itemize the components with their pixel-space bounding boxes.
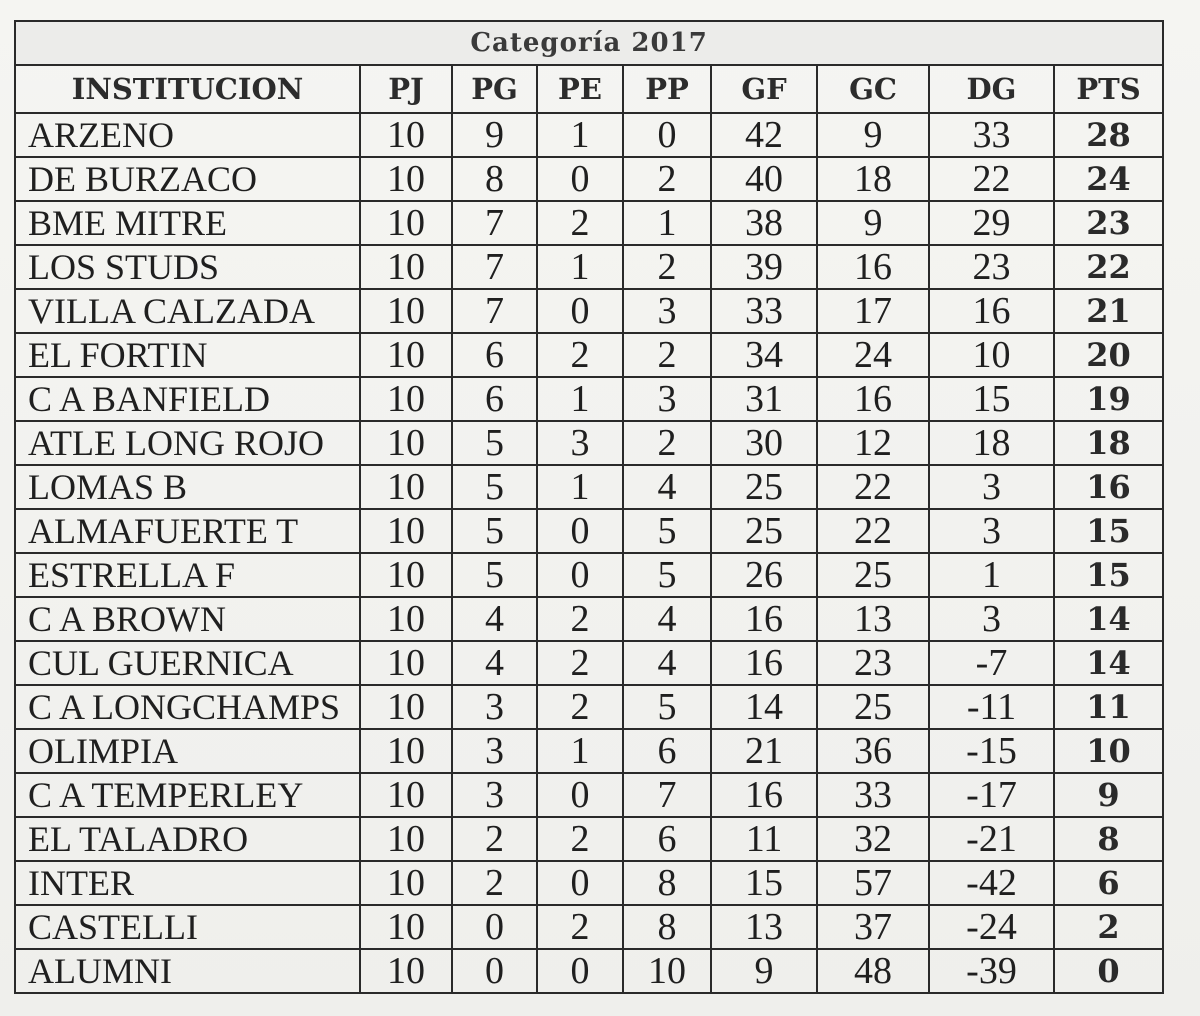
stat-dg: 18 (929, 421, 1054, 465)
stat-pts: 14 (1054, 597, 1163, 641)
stat-gc: 22 (817, 509, 929, 553)
table-row (15, 509, 1163, 553)
stat-pts: 23 (1054, 201, 1163, 245)
stat-pj: 10 (360, 333, 452, 377)
stat-gc: 48 (817, 949, 929, 993)
table-row (15, 377, 1163, 421)
stat-pe: 2 (537, 641, 623, 685)
stat-dg: -7 (929, 641, 1054, 685)
stat-pp: 5 (623, 685, 711, 729)
stat-pts: 10 (1054, 729, 1163, 773)
table-title: Categoría 2017 (15, 21, 1163, 65)
stat-pe: 0 (537, 289, 623, 333)
stat-dg: 15 (929, 377, 1054, 421)
stat-gc: 17 (817, 289, 929, 333)
stat-gf: 13 (711, 905, 817, 949)
stat-dg: 16 (929, 289, 1054, 333)
stat-pg: 3 (452, 729, 537, 773)
stat-pj: 10 (360, 553, 452, 597)
stat-pp: 8 (623, 861, 711, 905)
stat-gf: 16 (711, 597, 817, 641)
stat-pj: 10 (360, 289, 452, 333)
team-name: C A BROWN (15, 597, 360, 641)
stat-pp: 7 (623, 773, 711, 817)
stat-pg: 4 (452, 597, 537, 641)
team-name: EL FORTIN (15, 333, 360, 377)
team-name: LOS STUDS (15, 245, 360, 289)
stat-pj: 10 (360, 685, 452, 729)
column-header-pp: PP (623, 65, 711, 113)
stat-gc: 57 (817, 861, 929, 905)
column-header-pg: PG (452, 65, 537, 113)
stat-gf: 9 (711, 949, 817, 993)
stat-pe: 0 (537, 157, 623, 201)
stat-pp: 2 (623, 421, 711, 465)
stat-pe: 2 (537, 685, 623, 729)
stat-pe: 2 (537, 905, 623, 949)
stat-pe: 0 (537, 509, 623, 553)
stat-dg: -11 (929, 685, 1054, 729)
stat-gc: 18 (817, 157, 929, 201)
stat-pg: 4 (452, 641, 537, 685)
stat-pp: 8 (623, 905, 711, 949)
stat-gc: 33 (817, 773, 929, 817)
stat-pp: 6 (623, 817, 711, 861)
stat-pg: 5 (452, 421, 537, 465)
stat-pe: 1 (537, 245, 623, 289)
stat-pp: 5 (623, 509, 711, 553)
stat-pp: 5 (623, 553, 711, 597)
table-row (15, 773, 1163, 817)
stat-dg: 10 (929, 333, 1054, 377)
stat-pts: 16 (1054, 465, 1163, 509)
stat-pe: 0 (537, 553, 623, 597)
stat-gc: 25 (817, 685, 929, 729)
stat-gf: 11 (711, 817, 817, 861)
table-row (15, 905, 1163, 949)
table-row (15, 641, 1163, 685)
stat-dg: 3 (929, 597, 1054, 641)
stat-pg: 7 (452, 245, 537, 289)
stat-pe: 2 (537, 201, 623, 245)
column-header-pj: PJ (360, 65, 452, 113)
stat-pts: 22 (1054, 245, 1163, 289)
stat-pj: 10 (360, 861, 452, 905)
stat-pg: 9 (452, 113, 537, 157)
team-name: C A TEMPERLEY (15, 773, 360, 817)
stat-pp: 1 (623, 201, 711, 245)
stat-gf: 25 (711, 465, 817, 509)
stat-gf: 16 (711, 641, 817, 685)
stat-gc: 32 (817, 817, 929, 861)
table-row (15, 289, 1163, 333)
team-name: C A BANFIELD (15, 377, 360, 421)
stat-pts: 14 (1054, 641, 1163, 685)
stat-dg: -42 (929, 861, 1054, 905)
stat-pts: 19 (1054, 377, 1163, 421)
stat-gc: 9 (817, 113, 929, 157)
stat-pg: 6 (452, 377, 537, 421)
table-body (15, 113, 1163, 993)
stat-pts: 28 (1054, 113, 1163, 157)
stat-pp: 3 (623, 377, 711, 421)
table-row (15, 861, 1163, 905)
column-header-gf: GF (711, 65, 817, 113)
stat-pj: 10 (360, 729, 452, 773)
stat-pg: 3 (452, 773, 537, 817)
column-header-pe: PE (537, 65, 623, 113)
team-name: EL TALADRO (15, 817, 360, 861)
stat-pe: 2 (537, 817, 623, 861)
stat-gc: 9 (817, 201, 929, 245)
stat-gf: 15 (711, 861, 817, 905)
stat-pe: 0 (537, 861, 623, 905)
stat-gf: 30 (711, 421, 817, 465)
stat-pg: 5 (452, 465, 537, 509)
stat-pp: 2 (623, 333, 711, 377)
table-row (15, 729, 1163, 773)
stat-pts: 0 (1054, 949, 1163, 993)
team-name: CASTELLI (15, 905, 360, 949)
stat-gc: 23 (817, 641, 929, 685)
stat-pj: 10 (360, 465, 452, 509)
stat-pp: 2 (623, 157, 711, 201)
stat-pp: 4 (623, 465, 711, 509)
stat-gf: 42 (711, 113, 817, 157)
stat-dg: 23 (929, 245, 1054, 289)
stat-gf: 39 (711, 245, 817, 289)
stat-dg: 33 (929, 113, 1054, 157)
table-row (15, 597, 1163, 641)
stat-pj: 10 (360, 201, 452, 245)
stat-pj: 10 (360, 597, 452, 641)
stat-pts: 9 (1054, 773, 1163, 817)
stat-pg: 0 (452, 905, 537, 949)
stat-gc: 37 (817, 905, 929, 949)
stat-pp: 4 (623, 597, 711, 641)
stat-pe: 1 (537, 465, 623, 509)
team-name: ATLE LONG ROJO (15, 421, 360, 465)
title-row (15, 21, 1163, 65)
table-row (15, 113, 1163, 157)
table-row (15, 817, 1163, 861)
stat-pj: 10 (360, 377, 452, 421)
table-row (15, 949, 1163, 993)
table-row (15, 157, 1163, 201)
stat-pe: 1 (537, 729, 623, 773)
team-name: ALMAFUERTE T (15, 509, 360, 553)
stat-pts: 18 (1054, 421, 1163, 465)
stat-pp: 4 (623, 641, 711, 685)
stat-gc: 16 (817, 377, 929, 421)
stat-pts: 2 (1054, 905, 1163, 949)
stat-pg: 2 (452, 817, 537, 861)
team-name: ALUMNI (15, 949, 360, 993)
standings-table (14, 20, 1164, 994)
team-name: VILLA CALZADA (15, 289, 360, 333)
stat-gf: 40 (711, 157, 817, 201)
stat-gf: 26 (711, 553, 817, 597)
stat-pg: 8 (452, 157, 537, 201)
stat-pg: 0 (452, 949, 537, 993)
team-name: CUL GUERNICA (15, 641, 360, 685)
stat-dg: 29 (929, 201, 1054, 245)
team-name: OLIMPIA (15, 729, 360, 773)
stat-dg: 22 (929, 157, 1054, 201)
team-name: ESTRELLA F (15, 553, 360, 597)
table-row (15, 553, 1163, 597)
stat-gf: 21 (711, 729, 817, 773)
stat-dg: -21 (929, 817, 1054, 861)
stat-pe: 3 (537, 421, 623, 465)
stat-pg: 7 (452, 289, 537, 333)
stat-pe: 1 (537, 113, 623, 157)
team-name: LOMAS B (15, 465, 360, 509)
stat-pts: 15 (1054, 509, 1163, 553)
stat-pj: 10 (360, 113, 452, 157)
stat-gc: 22 (817, 465, 929, 509)
stat-dg: -17 (929, 773, 1054, 817)
stat-pp: 6 (623, 729, 711, 773)
column-header-gc: GC (817, 65, 929, 113)
stat-pe: 0 (537, 949, 623, 993)
stat-pe: 2 (537, 333, 623, 377)
stat-pj: 10 (360, 817, 452, 861)
stat-pj: 10 (360, 421, 452, 465)
stat-dg: -39 (929, 949, 1054, 993)
stat-pg: 6 (452, 333, 537, 377)
stat-gf: 16 (711, 773, 817, 817)
stat-pg: 5 (452, 553, 537, 597)
header-row (15, 65, 1163, 113)
team-name: INTER (15, 861, 360, 905)
team-name: ARZENO (15, 113, 360, 157)
stat-gf: 33 (711, 289, 817, 333)
stat-gc: 36 (817, 729, 929, 773)
table-row (15, 421, 1163, 465)
table-row (15, 333, 1163, 377)
stat-pts: 8 (1054, 817, 1163, 861)
stat-gc: 12 (817, 421, 929, 465)
stat-pts: 24 (1054, 157, 1163, 201)
stat-pj: 10 (360, 157, 452, 201)
stat-pj: 10 (360, 949, 452, 993)
stat-gf: 34 (711, 333, 817, 377)
stat-pe: 0 (537, 773, 623, 817)
stat-gc: 24 (817, 333, 929, 377)
stat-pe: 2 (537, 597, 623, 641)
team-name: C A LONGCHAMPS (15, 685, 360, 729)
stat-dg: 1 (929, 553, 1054, 597)
stat-dg: 3 (929, 509, 1054, 553)
stat-gc: 16 (817, 245, 929, 289)
stat-pts: 11 (1054, 685, 1163, 729)
stat-dg: 3 (929, 465, 1054, 509)
stat-pe: 1 (537, 377, 623, 421)
stat-pts: 6 (1054, 861, 1163, 905)
stat-gc: 13 (817, 597, 929, 641)
stat-gf: 31 (711, 377, 817, 421)
table-row (15, 465, 1163, 509)
column-header-institution: INSTITUCION (15, 65, 360, 113)
stat-pts: 21 (1054, 289, 1163, 333)
stat-pp: 0 (623, 113, 711, 157)
stat-pts: 15 (1054, 553, 1163, 597)
stat-gf: 25 (711, 509, 817, 553)
table-row (15, 685, 1163, 729)
stat-pg: 7 (452, 201, 537, 245)
stat-pp: 2 (623, 245, 711, 289)
stat-pp: 10 (623, 949, 711, 993)
table-row (15, 245, 1163, 289)
stat-gc: 25 (817, 553, 929, 597)
stat-pj: 10 (360, 641, 452, 685)
column-header-dg: DG (929, 65, 1054, 113)
team-name: DE BURZACO (15, 157, 360, 201)
stat-pts: 20 (1054, 333, 1163, 377)
stat-pg: 5 (452, 509, 537, 553)
stat-gf: 38 (711, 201, 817, 245)
stat-pg: 2 (452, 861, 537, 905)
stat-gf: 14 (711, 685, 817, 729)
stat-pg: 3 (452, 685, 537, 729)
stat-pj: 10 (360, 905, 452, 949)
column-header-pts: PTS (1054, 65, 1163, 113)
team-name: BME MITRE (15, 201, 360, 245)
stat-pj: 10 (360, 509, 452, 553)
stat-pj: 10 (360, 773, 452, 817)
stat-pj: 10 (360, 245, 452, 289)
table-row (15, 201, 1163, 245)
stat-pp: 3 (623, 289, 711, 333)
stat-dg: -15 (929, 729, 1054, 773)
stat-dg: -24 (929, 905, 1054, 949)
